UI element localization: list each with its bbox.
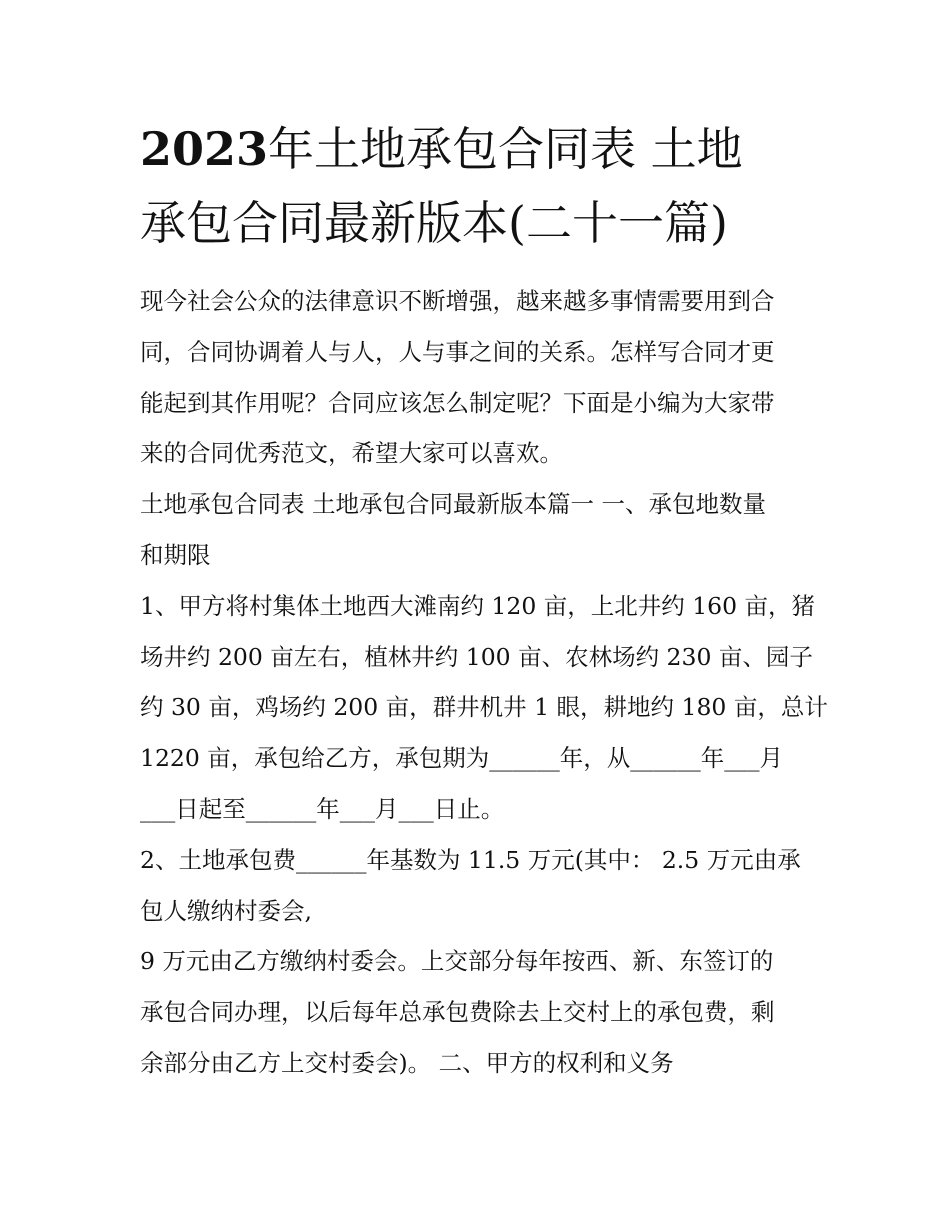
- text-line: 约 30 亩，鸡场约 200 亩，群井机井 1 眼，耕地约 180 亩，总计: [140, 693, 828, 722]
- text-line: 承包合同办理，以后每年总承包费除去上交村上的承包费，剩: [140, 998, 775, 1027]
- document-title: [140, 112, 840, 260]
- clause-1: [140, 581, 828, 835]
- text-line: 1220 亩，承包给乙方，承包期为______年，从______年___月: [140, 744, 784, 773]
- section-heading: [140, 479, 820, 581]
- text-line: 余部分由乙方上交村委会)。 二、甲方的权利和义务: [140, 1048, 674, 1077]
- document-body: [140, 276, 828, 1089]
- text-line: 和期限: [140, 540, 211, 569]
- clause-2: [140, 835, 820, 937]
- title-line-2: 承包合同最新版本(二十一篇): [140, 196, 728, 250]
- text-line: 场井约 200 亩左右，植林井约 100 亩、农林场约 230 亩、园子: [140, 642, 813, 671]
- text-line: 2、土地承包费______年基数为 11.5 万元(其中： 2.5 万元由承: [140, 845, 801, 874]
- text-line: 土地承包合同表 土地承包合同最新版本篇一 一、承包地数量: [140, 490, 766, 519]
- text-line: 现今社会公众的法律意识不断增强，越来越多事情需要用到合: [140, 287, 775, 315]
- text-line: 同，合同协调着人与人，人与事之间的关系。怎样写合同才更: [140, 337, 775, 366]
- text-line: 9 万元由乙方缴纳村委会。上交部分每年按西、新、东签订的: [140, 947, 774, 976]
- intro-paragraph: [140, 276, 820, 479]
- text-line: 1、甲方将村集体土地西大滩南约 120 亩，上北井约 160 亩，猪: [140, 591, 816, 620]
- title-year: 2023: [140, 122, 269, 176]
- clause-3: [140, 936, 820, 1088]
- title-line-1-text: 年土地承包合同表 土地: [268, 122, 743, 176]
- text-line: 来的合同优秀范文，希望大家可以喜欢。: [140, 439, 563, 468]
- text-line: ___日起至______年___月___日止。: [140, 794, 505, 823]
- text-line: 能起到其作用呢？合同应该怎么制定呢？下面是小编为大家带: [140, 388, 775, 417]
- text-line: 包人缴纳村委会,: [140, 896, 312, 925]
- title-line-1: [140, 112, 840, 186]
